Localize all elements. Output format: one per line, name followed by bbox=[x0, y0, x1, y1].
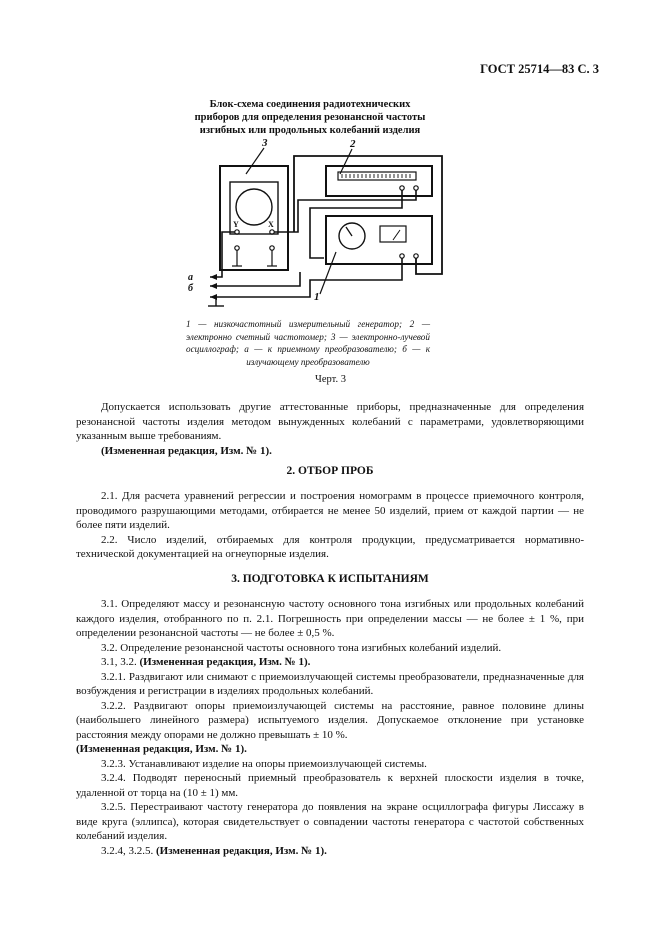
paragraph: 3.2.3. Устанавливают изделие на опоры приемоизлучающей системы. bbox=[101, 757, 427, 770]
figure-title-line: изгибных или продольных колебаний изделия bbox=[199, 125, 421, 136]
body-text bbox=[76, 400, 584, 458]
clause-numbers: 3.1, 3.2. bbox=[101, 656, 137, 668]
label-3: 3 bbox=[262, 137, 268, 149]
label-x: X bbox=[268, 220, 274, 229]
oscilloscope-terminal bbox=[270, 246, 274, 250]
label-a: a bbox=[188, 272, 193, 283]
paragraph: 3.2.5. Перестраивают частоту генератора до появления на экране осциллографа фигуры Лиссажу в виде круга (эллипса), которая свидетельствует о совпадении частоты генератора с частотой собственных колебаний изделия. bbox=[76, 801, 584, 842]
edit-note-text: (Измененная редакция, Изм. № 1). bbox=[156, 844, 327, 857]
figure-title-line: приборов для определения резонансной частоты bbox=[194, 112, 426, 123]
paragraph: 2.2. Число изделий, отбираемых для контроля продукции, предусматривается нормативно-технической документацией на огнеупорные изделия. bbox=[76, 533, 584, 560]
section-heading: 2. ОТБОР ПРОБ bbox=[286, 465, 374, 477]
section-2-body bbox=[76, 489, 584, 562]
section-heading: 3. ПОДГОТОВКА К ИСПЫТАНИЯМ bbox=[231, 573, 429, 585]
page-header: ГОСТ 25714—83 С. 3 bbox=[480, 62, 599, 76]
clause-numbers: 3.2.4, 3.2.5. bbox=[101, 844, 154, 857]
paragraph: 3.2. Определение резонансной частоты основного тона изгибных колебаний изделий. bbox=[101, 641, 502, 654]
counter-terminal bbox=[400, 186, 404, 190]
generator-terminal bbox=[414, 254, 418, 258]
figure-legend: 1 — низкочастотный измерительный генератор; 2 — электронно счетный частотомер; 3 — электронно-лучевой осциллограф; а — к приемному преобразователю; б — к излучающему преобразователю bbox=[186, 319, 430, 367]
label-y: Y bbox=[233, 220, 239, 229]
paragraph: Допускается использовать другие аттестованные приборы, предназначенные для определения резонансной частоты изделия методом вынужденных колебаний с параметрами, удовлетворяющими указанным выше требованиям. bbox=[76, 401, 584, 442]
paragraph: 3.2.1. Раздвигают или снимают с приемоизлучающей системы преобразователи, предназначенные для возбуждения и регистрации в изделиях продольных колебаний. bbox=[76, 670, 584, 697]
edit-note bbox=[76, 844, 584, 859]
section-3 bbox=[76, 572, 584, 587]
counter-terminal bbox=[414, 186, 418, 190]
edit-note: (Измененная редакция, Изм. № 1). bbox=[101, 444, 272, 457]
label-b: б bbox=[188, 283, 193, 294]
section-3-body bbox=[76, 597, 584, 858]
generator-terminal bbox=[400, 254, 404, 258]
block-diagram bbox=[180, 134, 460, 314]
edit-note-text: (Измененная редакция, Изм. № 1). bbox=[139, 656, 311, 668]
label-1: 1 bbox=[314, 291, 320, 303]
figure-caption: Черт. 3 bbox=[315, 374, 346, 385]
paragraph: 3.2.2. Раздвигают опоры приемоизлучающей системы на расстояние, равное половине длины (наибольшего линейного размера) испытуемого изделия. Допускаемое отклонение при установке расстояния между опорами не должно превышать ± 10 %. bbox=[76, 699, 584, 741]
edit-note bbox=[76, 655, 584, 670]
paragraph: 3.1. Определяют массу и резонансную частоту основного тона изгибных или продольных колебаний каждого изделия, отобранного по п. 2.1. Погрешность при определении массы — не более ± 1 %, при определении резонансной частоты — не более ± 0,5 %. bbox=[76, 598, 584, 639]
section-2 bbox=[76, 464, 584, 479]
paragraph: 3.2.4. Подводят переносный приемный преобразователь к верхней плоскости изделия в точке, удаленной от торца на (10 ± 1) мм. bbox=[76, 772, 584, 799]
edit-note: (Измененная редакция, Изм. № 1). bbox=[76, 743, 247, 755]
oscilloscope-terminal bbox=[235, 246, 239, 250]
label-2: 2 bbox=[350, 138, 356, 150]
figure-title-line: Блок-схема соединения радиотехнических bbox=[209, 99, 411, 110]
paragraph: 2.1. Для расчета уравнений регрессии и построения номограмм в процессе приемочного контроля, проводимого разрушающими методами, отбирается не менее 50 изделий, прием от каждой партии — не более пяти изделий. bbox=[76, 490, 584, 531]
figure-title bbox=[160, 98, 460, 137]
oscilloscope-crt-circle bbox=[236, 189, 272, 225]
generator-box bbox=[326, 216, 432, 264]
